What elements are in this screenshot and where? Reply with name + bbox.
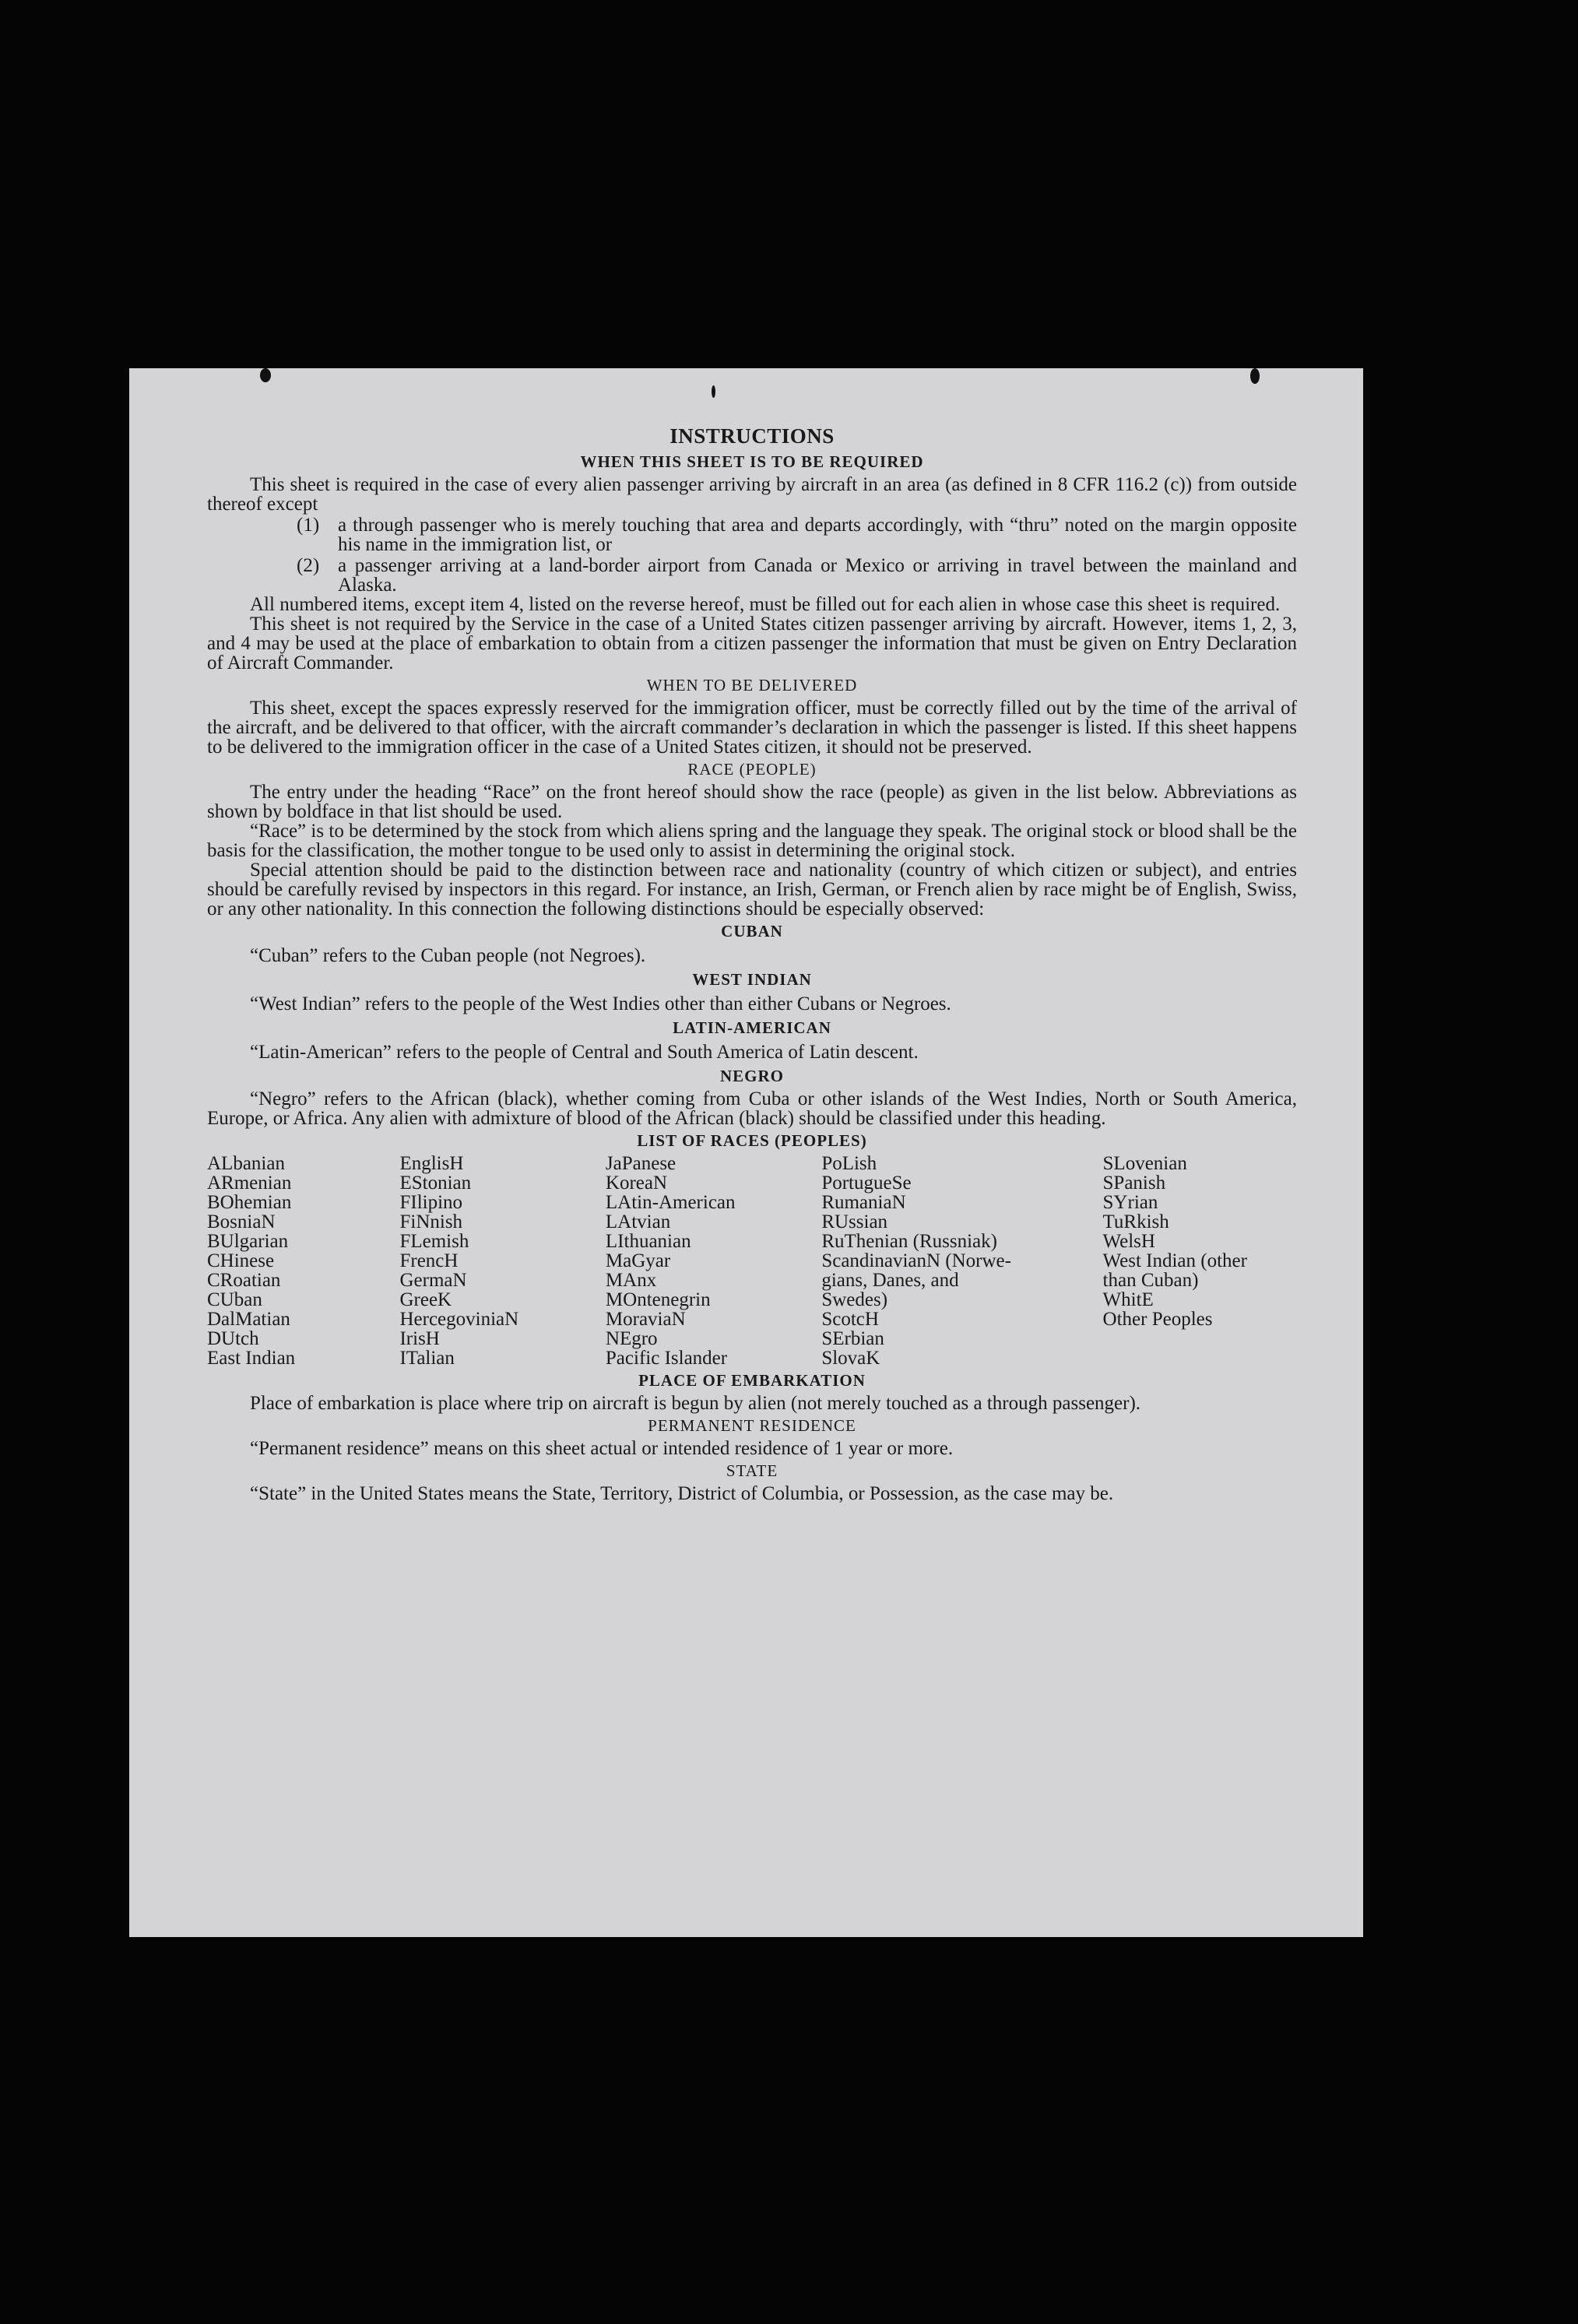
paragraph: All numbered items, except item 4, listed on the reverse hereof, must be filled out for each alien in whose case this sheet is required. [250,594,1281,615]
race-item: MoraviaN [605,1309,686,1330]
races-column [821,1154,1102,1368]
paragraph: This sheet, except the spaces expressly reserved for the immigration officer, must be correctly filled out by the time of the arrival of the aircraft, and be delivered to that officer, with the aircraft commander’s declaration in which the passenger is listed. If this sheet happens to be delivered to the immigration officer in the case of a United States citizen, it should not be preserved. [207,698,1297,758]
race-item: MOntenegrin [605,1289,711,1310]
race-item: BUlgarian [207,1231,289,1252]
heading-list-of-races: LIST OF RACES (PEOPLES) [637,1131,867,1150]
races-column [606,1154,821,1368]
race-item: East Indian [207,1348,296,1369]
paragraph: “Negro” refers to the African (black), whether coming from Cuba or other islands of the West Indies, North or South America, Europe, or Africa. Any alien with admixture of blood of the African (black) should be classified under this heading. [207,1088,1297,1129]
race-item: PoLish [821,1153,877,1174]
paragraph: The entry under the heading “Race” on the front hereof should show the race (people) as given in the list below. Abbreviations as shown by boldface in that list should be used. [207,782,1297,822]
heading-latin-american: LATIN-AMERICAN [673,1018,831,1037]
race-item: WelsH [1102,1231,1155,1252]
race-item: SLovenian [1102,1153,1187,1174]
heading-residence: PERMANENT RESIDENCE [648,1416,856,1435]
race-item: SPanish [1102,1173,1166,1194]
paragraph: Place of embarkation is place where trip on aircraft is begun by alien (not merely touched as a through passenger). [250,1393,1141,1414]
page-title: INSTRUCTIONS [670,424,835,448]
race-item: MAnx [605,1270,657,1291]
document-sheet [129,368,1363,1937]
race-item: ScotcH [821,1309,879,1330]
race-item: GermaN [399,1270,467,1291]
race-item: SYrian [1102,1192,1158,1213]
race-item: LAtin-American [605,1192,736,1213]
heading-state: STATE [726,1461,778,1480]
race-item: LIthuanian [605,1231,691,1252]
race-item: RumaniaN [821,1192,906,1213]
definition-text: “Latin-American” refers to the people of Central and South America of Latin descent. [250,1042,919,1063]
race-item: BOhemian [207,1192,292,1213]
race-item: BosniaN [207,1211,276,1232]
races-column [1103,1154,1297,1368]
paragraph: This sheet is required in the case of every alien passenger arriving by aircraft in an area (as defined in 8 CFR 116.2 (c)) from outside thereof except [207,474,1297,515]
races-column [207,1154,399,1368]
race-item: Other Peoples [1102,1309,1213,1330]
race-item: RuThenian (Russniak) [821,1231,997,1252]
punch-hole-right [1250,368,1260,384]
paragraph: “Race” is to be determined by the stock from which aliens spring and the language they speak. The original stock or blood shall be the basis for the classification, the mother tongue to be used only to assist in determining the original stock. [207,821,1297,861]
race-item: HercegoviniaN [399,1309,519,1330]
heading-cuban: CUBAN [721,922,783,940]
heading-race: RACE (PEOPLE) [687,760,817,779]
punch-hole-center [712,385,715,398]
heading-when-delivered: WHEN TO BE DELIVERED [646,676,858,694]
race-item: JaPanese [605,1153,677,1174]
race-item: FiNnish [399,1211,463,1232]
paragraph: “Permanent residence” means on this sheet actual or intended residence of 1 year or more. [250,1438,954,1459]
race-item: MaGyar [605,1250,671,1271]
race-item: FIlipino [399,1192,463,1213]
race-item: CHinese [207,1250,275,1271]
race-item: ARmenian [207,1173,292,1194]
race-item: Pacific Islander [605,1348,728,1369]
item-text: a passenger arriving at a land-border airport from Canada or Mexico or arriving in travel between the mainland and Alaska. [338,555,1297,596]
paragraph: “State” in the United States means the State, Territory, District of Columbia, or Possession, as the case may be. [250,1483,1114,1504]
heading-west-indian: WEST INDIAN [692,970,812,989]
race-item: NEgro [605,1328,658,1349]
race-item: SlovaK [821,1348,880,1369]
item-text: a through passenger who is merely touching that area and departs accordingly, with “thru” noted on the margin opposite his name in the immigration list, or [338,515,1297,555]
item-number: (1) [297,515,320,536]
race-item: EStonian [399,1173,472,1194]
race-item: TuRkish [1102,1211,1169,1232]
paragraph: This sheet is not required by the Service in the case of a United States citizen passenger arriving by aircraft. However, items 1, 2, 3, and 4 may be used at the place of embarkation to obtain from a citizen passenger the information that must be given on Entry Declaration of Aircraft Commander. [207,614,1297,673]
race-item: WhitE [1102,1289,1154,1310]
race-item: KoreaN [605,1173,668,1194]
definition-text: “Cuban” refers to the Cuban people (not Negroes). [250,945,646,966]
heading-negro: NEGRO [719,1067,784,1085]
race-item: ScandinavianN (Norwe- gians, Danes, and Swedes) [821,1250,1011,1310]
punch-hole-left [260,368,271,382]
list-item [297,515,1297,554]
item-number: (2) [297,555,320,576]
race-item: SErbian [821,1328,884,1349]
heading-embarkation: PLACE OF EMBARKATION [638,1371,866,1390]
list-item [297,556,1297,595]
race-item: IrisH [399,1328,440,1349]
race-item: CUban [207,1289,262,1310]
race-item: West Indian (other than Cuban) [1102,1250,1247,1291]
race-item: LAtvian [605,1211,671,1232]
paragraph: Special attention should be paid to the distinction between race and nationality (country of which citizen or subject), and entries should be carefully revised by inspectors in this regard. For instance, an Irish, German, or French alien by race might be of English, Swiss, or any other nationality. In this connection the following distinctions should be especially observed: [207,860,1297,919]
definition-text: “West Indian” refers to the people of the West Indies other than either Cubans or Negroes. [250,993,951,1014]
race-item: RUssian [821,1211,888,1232]
race-item: ALbanian [207,1153,285,1174]
heading-when-required: WHEN THIS SHEET IS TO BE REQUIRED [580,452,924,471]
race-item: FrencH [399,1250,459,1271]
race-item: DalMatian [207,1309,290,1330]
race-item: ITalian [399,1348,455,1369]
race-item: FLemish [399,1231,469,1252]
race-item: DUtch [207,1328,259,1349]
races-column [399,1154,605,1368]
races-list [207,1154,1297,1368]
race-item: CRoatian [207,1270,281,1291]
race-item: PortugueSe [821,1173,912,1194]
race-item: GreeK [399,1289,452,1310]
race-item: EnglisH [399,1153,464,1174]
